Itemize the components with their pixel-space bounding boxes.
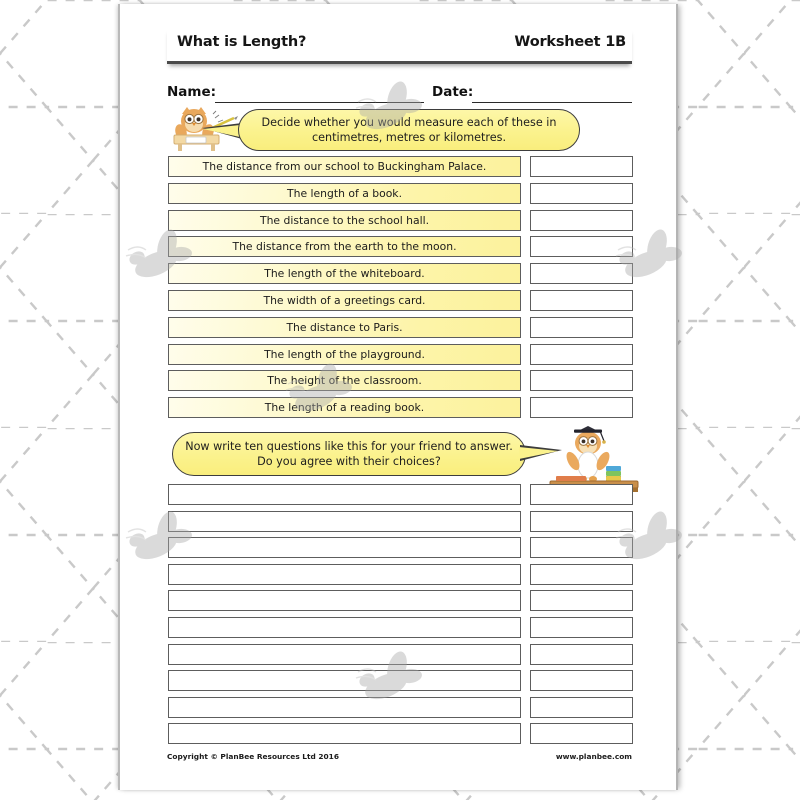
worksheet-number-label: Worksheet 1B bbox=[514, 34, 626, 50]
question-text: The width of a greetings card. bbox=[263, 294, 426, 307]
question-text: The distance from our school to Buckingham Palace. bbox=[202, 160, 487, 173]
bee-watermark-icon bbox=[352, 650, 424, 706]
question-prompt-box bbox=[168, 156, 521, 177]
name-label: Name: bbox=[167, 84, 217, 100]
question-text: The distance to Paris. bbox=[286, 320, 403, 334]
blank-answer-input[interactable] bbox=[530, 484, 633, 505]
blank-answer-input[interactable] bbox=[530, 723, 633, 744]
bee-watermark-icon bbox=[282, 362, 354, 418]
blank-question-input[interactable] bbox=[168, 511, 521, 532]
blank-answer-input[interactable] bbox=[530, 564, 633, 585]
question-prompt-box bbox=[168, 290, 521, 311]
answer-input-box[interactable] bbox=[530, 344, 633, 365]
question-prompt-box bbox=[168, 263, 521, 284]
blank-question-input[interactable] bbox=[168, 484, 521, 505]
question-prompt-box bbox=[168, 317, 521, 338]
worksheet-header bbox=[167, 28, 632, 64]
graduate-owl-icon bbox=[548, 421, 644, 493]
question-text: The distance to the school hall. bbox=[259, 213, 430, 227]
blank-question-input[interactable] bbox=[168, 617, 521, 638]
copyright-text: Copyright © PlanBee Resources Ltd 2016 bbox=[167, 752, 339, 761]
bee-watermark-icon bbox=[352, 80, 424, 136]
blank-question-input[interactable] bbox=[168, 644, 521, 665]
bee-watermark-icon bbox=[122, 228, 194, 284]
answer-input-box[interactable] bbox=[530, 290, 633, 311]
blank-answer-input[interactable] bbox=[530, 644, 633, 665]
extension-speech-bubble bbox=[172, 432, 526, 476]
question-prompt-box bbox=[168, 236, 521, 257]
bee-watermark-icon bbox=[122, 510, 194, 566]
bee-watermark-icon bbox=[612, 510, 684, 566]
answer-input-box[interactable] bbox=[530, 370, 633, 391]
extension-line-2: Do you agree with their choices? bbox=[257, 455, 441, 468]
question-text: The distance from the earth to the moon. bbox=[232, 240, 457, 254]
page-footer bbox=[167, 752, 632, 766]
blank-question-input[interactable] bbox=[168, 723, 521, 744]
question-prompt-box bbox=[168, 210, 521, 231]
answer-input-box[interactable] bbox=[530, 183, 633, 204]
question-text: The length of the whiteboard. bbox=[264, 267, 425, 281]
blank-answer-input[interactable] bbox=[530, 590, 633, 611]
blank-question-input[interactable] bbox=[168, 564, 521, 585]
answer-input-box[interactable] bbox=[530, 397, 633, 418]
blank-question-input[interactable] bbox=[168, 697, 521, 718]
blank-question-input[interactable] bbox=[168, 590, 521, 611]
speech-bubble-tail-top-fill bbox=[203, 125, 240, 137]
blank-answer-input[interactable] bbox=[530, 617, 633, 638]
blank-answer-input[interactable] bbox=[530, 670, 633, 691]
blank-question-input[interactable] bbox=[168, 670, 521, 691]
question-text: The length of a book. bbox=[287, 186, 402, 200]
question-text: The length of a reading book. bbox=[264, 401, 425, 415]
website-url[interactable]: www.planbee.com bbox=[555, 752, 632, 761]
answer-input-box[interactable] bbox=[530, 156, 633, 177]
date-label: Date: bbox=[432, 84, 474, 100]
question-text: The height of the classroom. bbox=[267, 374, 422, 388]
date-input-line[interactable] bbox=[472, 102, 632, 103]
instruction-line-2: centimetres, metres or kilometres. bbox=[311, 131, 507, 144]
bee-watermark-icon bbox=[612, 228, 684, 284]
question-prompt-box bbox=[168, 183, 521, 204]
page-title: What is Length? bbox=[177, 34, 307, 50]
extension-line-1: Now write ten questions like this for your friend to answer. bbox=[185, 440, 513, 453]
question-text: The length of the playground. bbox=[264, 347, 425, 361]
answer-input-box[interactable] bbox=[530, 317, 633, 338]
instruction-line-1: Decide whether you would measure each of these in bbox=[261, 116, 557, 129]
blank-question-input[interactable] bbox=[168, 537, 521, 558]
blank-answer-input[interactable] bbox=[530, 697, 633, 718]
